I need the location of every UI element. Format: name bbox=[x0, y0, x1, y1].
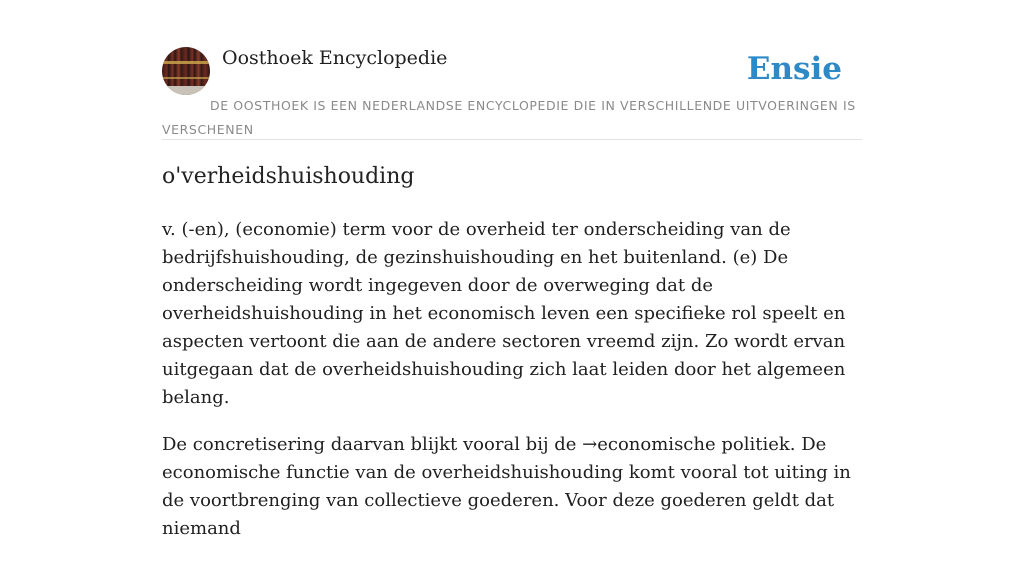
paragraph-text: . De economische functie van de overheidshuishouding komt vooral tot uiting in de voortbrenging van collectieve goederen. Voor deze goederen geldt dat niemand bbox=[162, 434, 851, 539]
entry-content bbox=[162, 216, 862, 562]
site-name-link[interactable]: Oosthoek Encyclopedie bbox=[222, 47, 448, 69]
paragraph-text: De concretisering daarvan blijkt vooral bij de bbox=[162, 434, 583, 455]
avatar[interactable] bbox=[162, 47, 210, 95]
entry-paragraph: v. (-en), (economie) term voor de overheid ter onderscheiding van de bedrijfshuishouding, de gezinshuishouding en het buitenland. (e) De onderscheiding wordt ingegeven door de overweging dat de overheidshuishouding in het economisch leven een specifieke rol speelt en aspecten vertoont die aan de andere sectoren vreemd zijn. Zo wordt ervan uitgegaan dat de overheidshuishouding zich laat leiden door het algemeen belang. bbox=[162, 219, 846, 408]
economische-politiek-link[interactable]: →economische politiek bbox=[582, 434, 790, 455]
divider bbox=[162, 139, 862, 140]
avatar-decoration bbox=[162, 77, 210, 79]
brand-logo-link[interactable]: Ensie bbox=[746, 51, 842, 87]
entry-paragraph bbox=[162, 431, 862, 543]
entry-title: o'verheidshuishouding bbox=[162, 164, 415, 189]
site-tagline: DE OOSTHOEK IS EEN NEDERLANDSE ENCYCLOPEDIE DIE IN VERSCHILLENDE UITVOERINGEN IS VERSCHENEN bbox=[162, 98, 856, 137]
avatar-decoration bbox=[162, 61, 210, 64]
